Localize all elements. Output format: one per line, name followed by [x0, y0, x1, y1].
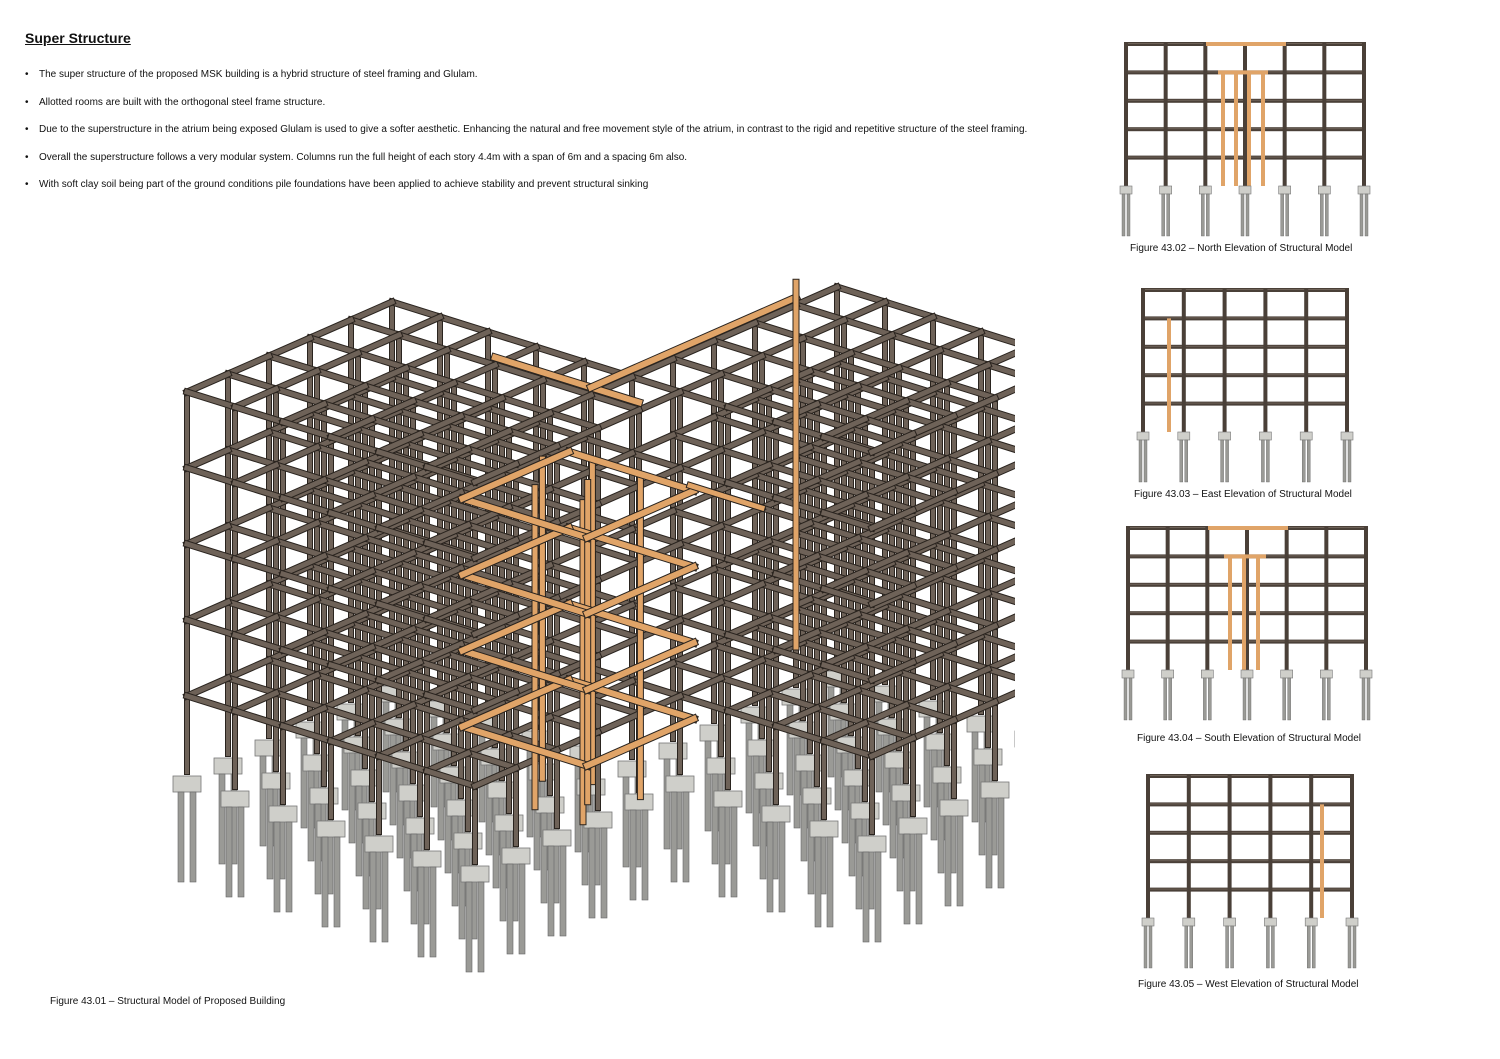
pile-cap — [1259, 432, 1271, 440]
steel-beam — [488, 332, 536, 347]
glulam-column — [1167, 318, 1171, 432]
steel-beam — [536, 347, 584, 362]
steel-beam — [447, 332, 488, 350]
pile — [1127, 194, 1130, 236]
steel-column — [1126, 526, 1130, 670]
steel-beam-highlight — [1146, 775, 1354, 776]
page-title: Super Structure — [25, 30, 131, 46]
pile — [808, 804, 814, 894]
elevation-frame — [1122, 526, 1372, 720]
pile-cap — [981, 782, 1009, 798]
pile — [719, 807, 725, 897]
steel-beam — [187, 374, 228, 392]
pile — [779, 822, 785, 912]
pile — [1124, 678, 1127, 720]
pile — [397, 768, 403, 858]
steel-beam — [269, 338, 310, 356]
steel-beam-highlight — [1141, 374, 1349, 375]
glulam-column — [1228, 556, 1232, 670]
pile — [301, 738, 307, 828]
pile — [334, 837, 340, 927]
pile — [931, 750, 937, 840]
pile — [1139, 440, 1142, 482]
west-elevation-drawing — [1140, 770, 1360, 970]
pile-cap — [502, 848, 530, 864]
pile — [1241, 194, 1244, 236]
steel-beam — [885, 302, 933, 317]
glulam-beam — [1206, 42, 1286, 46]
pile — [1283, 678, 1286, 720]
pile — [998, 798, 1004, 888]
glulam-roof-beam — [591, 297, 796, 387]
steel-column — [1324, 526, 1328, 670]
pile — [1266, 926, 1269, 968]
pile-cap — [666, 776, 694, 792]
pile-cap — [1162, 670, 1174, 678]
pile — [226, 807, 232, 897]
steel-column — [1268, 774, 1272, 918]
pile — [753, 756, 759, 846]
pile — [1360, 194, 1363, 236]
pile — [1221, 440, 1224, 482]
pile-cap — [1201, 670, 1213, 678]
pile — [916, 834, 922, 924]
pile — [683, 792, 689, 882]
pile — [507, 864, 513, 954]
steel-column — [1304, 288, 1308, 432]
steel-column — [1350, 774, 1354, 918]
steel-column — [1243, 42, 1247, 186]
pile-cap — [1137, 432, 1149, 440]
glulam-column — [1256, 556, 1260, 670]
pile — [1167, 194, 1170, 236]
pile — [1185, 440, 1188, 482]
pile-cap — [1358, 186, 1370, 194]
pile — [731, 807, 737, 897]
glulam-beam — [1218, 70, 1268, 74]
pile-cap — [714, 791, 742, 807]
steel-column — [1285, 526, 1289, 670]
pile — [1208, 678, 1211, 720]
pile-cap — [317, 821, 345, 837]
pile — [623, 777, 629, 867]
pile-cap — [1120, 186, 1132, 194]
pile — [705, 741, 711, 831]
pile — [1281, 194, 1284, 236]
pile — [1162, 194, 1165, 236]
pile — [267, 789, 273, 879]
pile — [897, 801, 903, 891]
pile — [863, 852, 869, 942]
pile — [500, 831, 506, 921]
steel-beam-highlight — [1146, 803, 1354, 804]
pile — [1365, 194, 1368, 236]
steel-beam-highlight — [1141, 289, 1349, 290]
pile — [1246, 194, 1249, 236]
pile-cap — [584, 812, 612, 828]
pile — [1325, 194, 1328, 236]
pile — [1367, 678, 1370, 720]
pile — [370, 852, 376, 942]
pile — [957, 816, 963, 906]
pile — [1149, 926, 1152, 968]
steel-column — [1203, 42, 1207, 186]
steel-column — [1228, 774, 1232, 918]
pile — [1288, 678, 1291, 720]
pile — [1327, 678, 1330, 720]
elevation-frame — [1142, 774, 1358, 968]
pile — [349, 753, 355, 843]
steel-column — [1124, 42, 1128, 186]
steel-beam — [933, 317, 981, 332]
steel-beam — [796, 287, 837, 305]
pile-cap — [1320, 670, 1332, 678]
pile-cap — [1360, 670, 1372, 678]
steel-column — [1205, 526, 1209, 670]
pile-cap — [762, 806, 790, 822]
steel-column — [1309, 774, 1313, 918]
caption-south-elevation: Figure 43.04 – South Elevation of Structural Model — [1137, 733, 1362, 744]
steel-beam — [940, 332, 981, 350]
pile-cap — [940, 800, 968, 816]
pile — [1353, 926, 1356, 968]
glulam-column — [1261, 72, 1265, 186]
pile — [601, 828, 607, 918]
pile — [1201, 194, 1204, 236]
pile — [1129, 678, 1132, 720]
pile — [178, 792, 184, 882]
pile — [1322, 678, 1325, 720]
steel-beam-highlight — [1141, 403, 1349, 404]
pile — [541, 813, 547, 903]
pile — [322, 837, 328, 927]
pile — [459, 849, 465, 939]
bullet-item: • Overall the superstructure follows a very modular system. Columns run the full height of each story 4.4m with a span of 6m and a spacing 6m also. — [25, 151, 1095, 179]
pile — [1185, 926, 1188, 968]
pile — [794, 738, 800, 828]
pile — [1144, 926, 1147, 968]
pile — [452, 816, 458, 906]
pile-cap — [461, 866, 489, 882]
elevation-frame — [1137, 288, 1353, 482]
steel-column — [1146, 774, 1150, 918]
pile-cap — [1219, 432, 1231, 440]
pile — [404, 801, 410, 891]
pile — [493, 798, 499, 888]
steel-beam — [399, 317, 440, 335]
steel-column — [1223, 288, 1227, 432]
pile — [274, 822, 280, 912]
pile — [712, 774, 718, 864]
pile — [430, 867, 436, 957]
glulam-column — [1221, 72, 1225, 186]
pile — [1348, 926, 1351, 968]
steel-column — [1141, 288, 1145, 432]
pile — [801, 771, 807, 861]
pile-cap — [413, 851, 441, 867]
pile — [1226, 440, 1229, 482]
pile — [767, 822, 773, 912]
pile — [286, 822, 292, 912]
pile — [356, 786, 362, 876]
pile-cap — [1122, 670, 1134, 678]
pile — [1266, 440, 1269, 482]
pile — [1362, 678, 1365, 720]
pile-cap — [858, 836, 886, 852]
pile — [308, 771, 314, 861]
isometric-structure-drawing — [55, 225, 1015, 985]
caption-structural-model: Figure 43.01 – Structural Model of Proposed Building — [50, 996, 286, 1007]
pile — [418, 867, 424, 957]
pile-cap — [1346, 918, 1358, 926]
steel-column — [1362, 42, 1366, 186]
caption-north-elevation: Figure 43.02 – North Elevation of Structural Model — [1130, 243, 1353, 254]
steel-beam — [1141, 402, 1349, 406]
pile — [746, 723, 752, 813]
pile — [972, 732, 978, 822]
pile-cap — [365, 836, 393, 852]
pile — [1307, 440, 1310, 482]
steel-column — [1345, 288, 1349, 432]
pile — [938, 783, 944, 873]
steel-column — [1322, 42, 1326, 186]
pile-cap — [1199, 186, 1211, 194]
steel-column — [1164, 42, 1168, 186]
glulam-beam — [1208, 526, 1288, 530]
steel-column — [1187, 774, 1191, 918]
pile-cap — [810, 821, 838, 837]
elevation-frame — [1120, 42, 1370, 236]
pile — [1343, 440, 1346, 482]
steel-column — [1182, 288, 1186, 432]
pile — [519, 864, 525, 954]
steel-beam — [228, 356, 269, 374]
pile — [1231, 926, 1234, 968]
pile — [945, 816, 951, 906]
pile — [1144, 440, 1147, 482]
caption-west-elevation: Figure 43.05 – West Elevation of Structural Model — [1138, 979, 1359, 990]
pile — [1164, 678, 1167, 720]
pile-cap — [1224, 918, 1236, 926]
steel-beam — [351, 302, 392, 320]
pile — [1169, 678, 1172, 720]
pile — [445, 783, 451, 873]
pile — [382, 852, 388, 942]
pile — [1348, 440, 1351, 482]
pile — [849, 786, 855, 876]
pile — [1320, 194, 1323, 236]
pile-cap — [1281, 670, 1293, 678]
north-elevation-figure — [1118, 38, 1372, 238]
steel-beam-highlight — [1141, 346, 1349, 347]
pile-cap — [543, 830, 571, 846]
pile — [671, 792, 677, 882]
south-elevation-drawing — [1120, 522, 1374, 722]
steel-beam — [837, 287, 885, 302]
pile-cap — [1178, 432, 1190, 440]
steel-column — [1283, 42, 1287, 186]
pile — [478, 882, 484, 972]
pile-cap — [221, 791, 249, 807]
pile — [238, 807, 244, 897]
pile — [630, 810, 636, 900]
pile-cap — [173, 776, 201, 792]
steel-beam — [392, 302, 440, 317]
pile-cap — [1183, 918, 1195, 926]
pile — [1190, 926, 1193, 968]
east-elevation-drawing — [1135, 284, 1355, 484]
pile — [664, 759, 670, 849]
pile — [979, 765, 985, 855]
pile — [1302, 440, 1305, 482]
pile — [1286, 194, 1289, 236]
steel-beam — [187, 678, 228, 696]
pile — [1271, 926, 1274, 968]
steel-column — [1166, 526, 1170, 670]
pile-cap — [1279, 186, 1291, 194]
bullet-item: • Due to the superstructure in the atrium being exposed Glulam is used to give a softer aesthetic. Enhancing the natural and free movement style of the atrium, in contrast to the rigid and repetitive structure of the steel framing. — [25, 123, 1095, 151]
pile-cap — [1300, 432, 1312, 440]
pile-cap — [1264, 918, 1276, 926]
pile — [219, 774, 225, 864]
steel-beam — [187, 602, 228, 620]
pile — [1243, 678, 1246, 720]
pile — [411, 834, 417, 924]
steel-column — [1263, 288, 1267, 432]
pile — [363, 819, 369, 909]
pile — [875, 852, 881, 942]
pile — [1226, 926, 1229, 968]
steel-beam — [844, 302, 885, 320]
pile — [466, 882, 472, 972]
pile — [548, 846, 554, 936]
pile — [190, 792, 196, 882]
pile — [560, 846, 566, 936]
pile-cap — [1305, 918, 1317, 926]
steel-beam — [187, 526, 228, 544]
pile — [904, 834, 910, 924]
steel-beam — [892, 317, 933, 335]
pile — [1180, 440, 1183, 482]
pile — [1312, 926, 1315, 968]
pile — [589, 828, 595, 918]
glulam-column — [1320, 804, 1324, 918]
pile — [315, 804, 321, 894]
pile — [1206, 194, 1209, 236]
north-elevation-drawing — [1118, 38, 1372, 238]
pile-cap — [1160, 186, 1172, 194]
glulam-beam — [1224, 554, 1266, 558]
pile-cap — [1239, 186, 1251, 194]
steel-beam — [995, 380, 1015, 398]
pile-cap — [1318, 186, 1330, 194]
bullet-item: • With soft clay soil being part of the ground conditions pile foundations have been applied to achieve stability and prevent structural sinking — [25, 178, 1095, 206]
steel-beam — [1141, 373, 1349, 377]
pile — [1248, 678, 1251, 720]
south-elevation-figure — [1120, 522, 1374, 722]
pile — [842, 753, 848, 843]
steel-column — [1364, 526, 1368, 670]
pile-cap — [1241, 670, 1253, 678]
pile — [815, 837, 821, 927]
pile — [827, 837, 833, 927]
steel-beam — [310, 320, 351, 338]
pile — [1261, 440, 1264, 482]
pile — [890, 768, 896, 858]
pile — [642, 810, 648, 900]
west-elevation-figure — [1140, 770, 1360, 970]
pile-cap — [1341, 432, 1353, 440]
east-elevation-figure — [1135, 284, 1355, 484]
glulam-column — [1242, 556, 1246, 670]
pile — [1307, 926, 1310, 968]
steel-beam-highlight — [1141, 317, 1349, 318]
pile — [1122, 194, 1125, 236]
pile-cap — [899, 818, 927, 834]
steel-beam — [440, 317, 488, 332]
pile — [260, 756, 266, 846]
glulam-column — [1234, 72, 1238, 186]
pile — [1203, 678, 1206, 720]
caption-east-elevation: Figure 43.03 – East Elevation of Structural Model — [1134, 489, 1352, 500]
glulam-column — [1247, 72, 1251, 186]
pile-cap — [269, 806, 297, 822]
pile-cap — [1142, 918, 1154, 926]
pile — [760, 789, 766, 879]
bullet-item: • The super structure of the proposed MSK building is a hybrid structure of steel framing and Glulam. — [25, 68, 1095, 96]
bullet-list — [25, 68, 1095, 206]
pile — [986, 798, 992, 888]
steel-beam — [187, 450, 228, 468]
structural-model-figure — [55, 225, 1015, 985]
pile — [856, 819, 862, 909]
bullet-item: • Allotted rooms are built with the orthogonal steel frame structure. — [25, 96, 1095, 124]
